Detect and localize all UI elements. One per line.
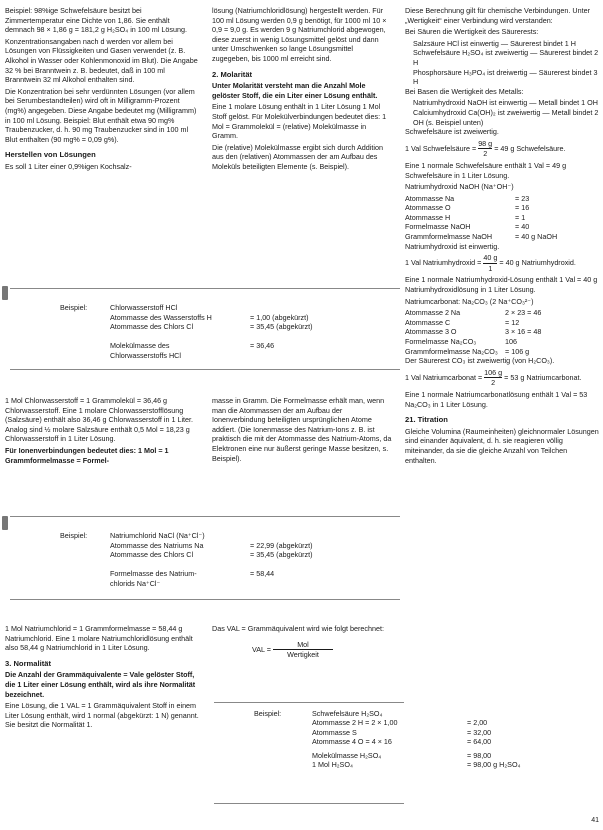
- list-item: Natriumhydroxid NaOH ist einwertig — Metall bindet 1 OH: [413, 98, 598, 108]
- paragraph: 1 Mol Chlorwasserstoff = 1 Grammolekül = 36,46 g Chlorwasserstoff. Eine 1 molare Chlorwasserstofflösung (Salzsäure) enthält also 36,46 g Chlorwasserstoff in 1 Liter. Analog sind ½ molare Salzsäure enthält 0,5 Mol = 18,23 g Chlorwasserstoff in 1 Liter Lösung.: [5, 396, 194, 444]
- column-1-mid: [5, 396, 201, 467]
- paragraph: Eine 1 molare Lösung enthält in 1 Liter Lösung 1 Mol Stoff gelöst. Für Molekülverbindungen bedeutet dies: 1 Mol = Grammolekül = (relative) Molekülmasse in Gramm.: [212, 102, 387, 141]
- example-label: Beispiel:: [254, 709, 282, 718]
- list-item: Schwefelsäure H₂SO₄ ist zweiwertig — Säurerest bindet 2 H: [413, 48, 599, 67]
- val-equation: 1 Val Schwefelsäure = $\frac{98 g}{2}$ = 49 g Schwefelsäure.: [405, 138, 566, 159]
- column-2-low: [212, 624, 392, 662]
- example-row: Formelmasse des Natrium- = 58,44: [110, 569, 275, 579]
- paragraph: Eine 1 normale Natriumcarbonatlösung enthält 1 Val = 53 Na₂CO₃ in 1 Liter Lösung.: [405, 389, 588, 409]
- example-box-nacl: [10, 516, 400, 600]
- mass-row: Atommasse C = 12: [405, 317, 520, 327]
- compound-title: Natriumhydroxid NaOH (Na⁺OH⁻): [405, 182, 514, 192]
- mass-row: Atommasse 3 O 3 × 16 = 48: [405, 327, 542, 337]
- paragraph: masse in Gramm. Die Formelmasse erhält man, wenn man die Atommassen der am Aufbau der Ionenverbindung beteiligten ursprünglichen Atome addiert. (Die Ionenmasse des Natrium-Ions z. B. ist praktisch die mit der Atommasse des Natrium-Atoms, da Elektronen eine nur äußerst geringe Masse besitzen, s. Beispiel).: [212, 396, 392, 463]
- example-row: Molekülmasse H₂SO₄ = 98,00: [312, 750, 492, 760]
- paragraph: Gleiche Volumina (Raumeinheiten) gleichnormaler Lösungen sind einander äquivalent, d. h. sie reagieren völlig miteinander, da sie die gleiche Anzahl von Teilchen enthalten.: [405, 426, 599, 465]
- mass-row: Atommasse Na = 23: [405, 193, 530, 203]
- example-row: Atommasse S = 32,00: [312, 727, 492, 737]
- paragraph: Konzentrationsangaben nach d werden vor allem bei Lösungen von Flüssigkeiten und Gasen verwendet (z. B. Alkohol in Wasser oder Kohlenmonoxid im Blut). Die Angabe 32 % bei Branntwein z. B. bedeutet, daß in 100 ml Branntwein 32 ml Alkohol enthalten sind.: [5, 36, 198, 85]
- paragraph: Das VAL = Grammäquivalent wird wie folgt berechnet:: [212, 624, 384, 633]
- val-formula: VAL = $\frac{\text{Mol}}{\text{Wertigkeit}}$: [212, 640, 392, 660]
- example-row: Atommasse 2 H = 2 × 1,00 = 2,00: [312, 718, 488, 727]
- paragraph: Natriumhydroxid ist einwertig.: [405, 241, 500, 251]
- paragraph: Eine 1 normale Natriumhydroxid-Lösung enthält 1 Val = 40 g Natriumhydroxidlösung in 1 Liter Lösung.: [405, 275, 598, 295]
- paragraph: Es soll 1 Liter einer 0,9%igen Kochsalz-: [5, 161, 132, 171]
- example-title: Schwefelsäure H₂SO₄: [312, 709, 383, 718]
- mass-row: Atommasse O = 16: [405, 203, 530, 213]
- compound-title: Natriumcarbonat: Na₂CO₃ (2 Na⁺CO₃²⁻): [405, 296, 534, 306]
- definition: Die Anzahl der Grammäquivalente = Vale gelöster Stoff, die 1 Liter einer Lösung enthält, wird als ihre Normalität bezeichnet.: [5, 670, 196, 699]
- fraction: $\frac{98 g}{2}$: [478, 138, 493, 159]
- paragraph: lösung (Natriumchloridlösung) hergestellt werden. Für 100 ml Lösung werden 0,9 g benötigt, für 1000 ml 10 × 0,9 = 9,0 g. Es werden 9 g Natriumchlorid abgewogen, diese zuerst in wenig Lösungsmittel gelöst und dann unter Umschwenken so lange Lösungsmittel zugegeben, bis 1000 ml erreicht sind.: [212, 6, 387, 63]
- list-item: Calciumhydroxid Ca(OH)₂ ist zweiwertig — Metall bindet 2 OH (s. Beispiel unten): [413, 107, 599, 127]
- fraction: $\frac{40 g}{1}$: [483, 253, 498, 273]
- section-heading: 3. Normalität: [5, 658, 51, 668]
- example-row: Atommasse des Chlors Cl = 35,45 (abgekürzt): [110, 550, 313, 560]
- paragraph: Schwefelsäure ist zweiwertig.: [405, 127, 499, 137]
- paragraph: Bei Säuren die Wertigkeit des Säurerests:: [405, 27, 539, 37]
- column-2-mid: [212, 396, 392, 465]
- val-equation: 1 Val Natriumhydroxid = $\frac{40 g}{1}$ = 40 g Natriumhydroxid.: [405, 253, 576, 273]
- example-label: Beispiel:: [60, 531, 88, 540]
- example-row: Chlorwasserstoffs HCl: [110, 350, 181, 360]
- example-label: Beispiel:: [60, 303, 88, 312]
- mass-row: Atommasse 2 Na 2 × 23 = 46: [405, 308, 542, 318]
- example-row: Chlorwasserstoff HCl: [110, 303, 178, 312]
- example-row: 1 Mol H₂SO₄ = 98,00 g H₂SO₄: [312, 760, 521, 770]
- paragraph: Die Konzentration bei sehr verdünnten Lösungen (vor allem bei Serumbestandteilen) wird oft in Milligramm-Prozent (mg%) angegeben. Diese Angabe bedeutet mg (Milligramm) in 100 ml Lösung. Beispiel: Blut enthält etwa 90 mg% Traubenzucker, d. h. 90 mg Traubenzucker sind in 100 ml Blut enthalten (90 mg% = 0,09 g%).: [5, 86, 197, 144]
- section-heading: Herstellen von Lösungen: [5, 150, 96, 160]
- paragraph: Bei Basen die Wertigkeit des Metalls:: [405, 86, 524, 96]
- val-equation: 1 Val Natriumcarbonat = $\frac{106 g}{2}$ = 53 g Natriumcarbonat.: [405, 367, 582, 388]
- mass-row: Grammformelmasse NaOH = 40 g NaOH: [405, 232, 558, 242]
- margin-tab: [2, 286, 8, 300]
- paragraph: Die (relative) Molekülmasse ergibt sich durch Addition aus den (relativen) Atommassen der am Aufbau des Moleküls beteiligten Elemente (s. Beispiel).: [212, 142, 383, 171]
- paragraph: 1 Mol Natriumchlorid = 1 Grammformelmasse = 58,44 g Natriumchlorid. Eine 1 molare Natriumchloridlösung enthält also 58,44 g Natriumchlorid in 1 Liter Lösung.: [5, 624, 193, 653]
- fraction: $\frac{106 g}{2}$: [484, 367, 503, 388]
- example-box-hcl: [10, 288, 400, 370]
- example-row: [110, 560, 390, 570]
- paragraph: Eine 1 normale Schwefelsäure enthält 1 Val = 49 g Schwefelsäure in 1 Liter Lösung.: [405, 160, 567, 180]
- example-row: Molekülmasse des = 36,46: [110, 341, 275, 351]
- section-heading: 21. Titration: [405, 415, 448, 425]
- paragraph: Der Säurerest CO₃ ist zweiwertig (von H₂CO₃).: [405, 356, 555, 366]
- example-row: chlorids Na⁺Cl⁻: [110, 578, 161, 588]
- column-3: [405, 6, 600, 467]
- mass-row: Grammformelmasse Na₂CO₃ = 106 g: [405, 346, 530, 356]
- example-box-h2so4-rows: [312, 718, 602, 770]
- list-item: Salzsäure HCl ist einwertig — Säurerest bindet 1 H: [413, 38, 576, 48]
- example-row: Natriumchlorid NaCl (Na⁺Cl⁻): [110, 531, 205, 540]
- example-row: [110, 332, 390, 342]
- section-heading: 2. Molarität: [212, 69, 253, 79]
- mass-row: Formelmasse NaOH = 40: [405, 222, 530, 232]
- column-1-top: [5, 6, 201, 174]
- example-row: Atommasse des Natriums Na = 22,99 (abgekürzt): [110, 540, 313, 550]
- mass-row: Formelmasse Na₂CO₃ 106: [405, 337, 517, 346]
- margin-tab: [2, 516, 8, 530]
- fraction: $\frac{\text{Mol}}{\text{Wertigkeit}}$: [273, 640, 333, 660]
- list-item: Phosphorsäure H₃PO₄ ist dreiwertig — Säurerest bindet 3 H: [413, 67, 598, 87]
- example-row: Atommasse des Chlors Cl = 35,45 (abgekürzt): [110, 322, 313, 332]
- column-2-top: [212, 6, 392, 174]
- mass-row: Atommasse H = 1: [405, 212, 526, 222]
- paragraph: Beispiel: 98%ige Schwefelsäure besitzt bei Zimmertemperatur eine Dichte von 1,86. Sie enthält demnach 98 × 1,86 g = 181,2 g H₂SO₄ in 100 ml Lösung.: [5, 6, 187, 35]
- paragraph: Für Ionenverbindungen bedeutet dies: 1 Mol = 1 Grammformelmasse = Formel-: [5, 445, 169, 465]
- paragraph: Diese Berechnung gilt für chemische Verbindungen. Unter „Wertigkeit“ einer Verbindung wird verstanden:: [405, 6, 590, 25]
- example-row: Atommasse 4 O = 4 × 16 = 64,00: [312, 737, 492, 747]
- column-1-low: [5, 624, 201, 732]
- example-row: Atommasse des Wasserstoffs H = 1,00 (abgekürzt): [110, 312, 309, 322]
- definition: Unter Molarität versteht man die Anzahl Mole gelöster Stoff, die ein Liter einer Lösung enthält.: [212, 81, 378, 100]
- page-number: 41: [591, 817, 599, 824]
- paragraph: Eine Lösung, die 1 VAL = 1 Grammäquivalent Stoff in einem Liter Lösung enthält, wird 1 normal (abgekürzt: 1 N) genannt. Sie besitzt die Normalität 1.: [5, 701, 199, 730]
